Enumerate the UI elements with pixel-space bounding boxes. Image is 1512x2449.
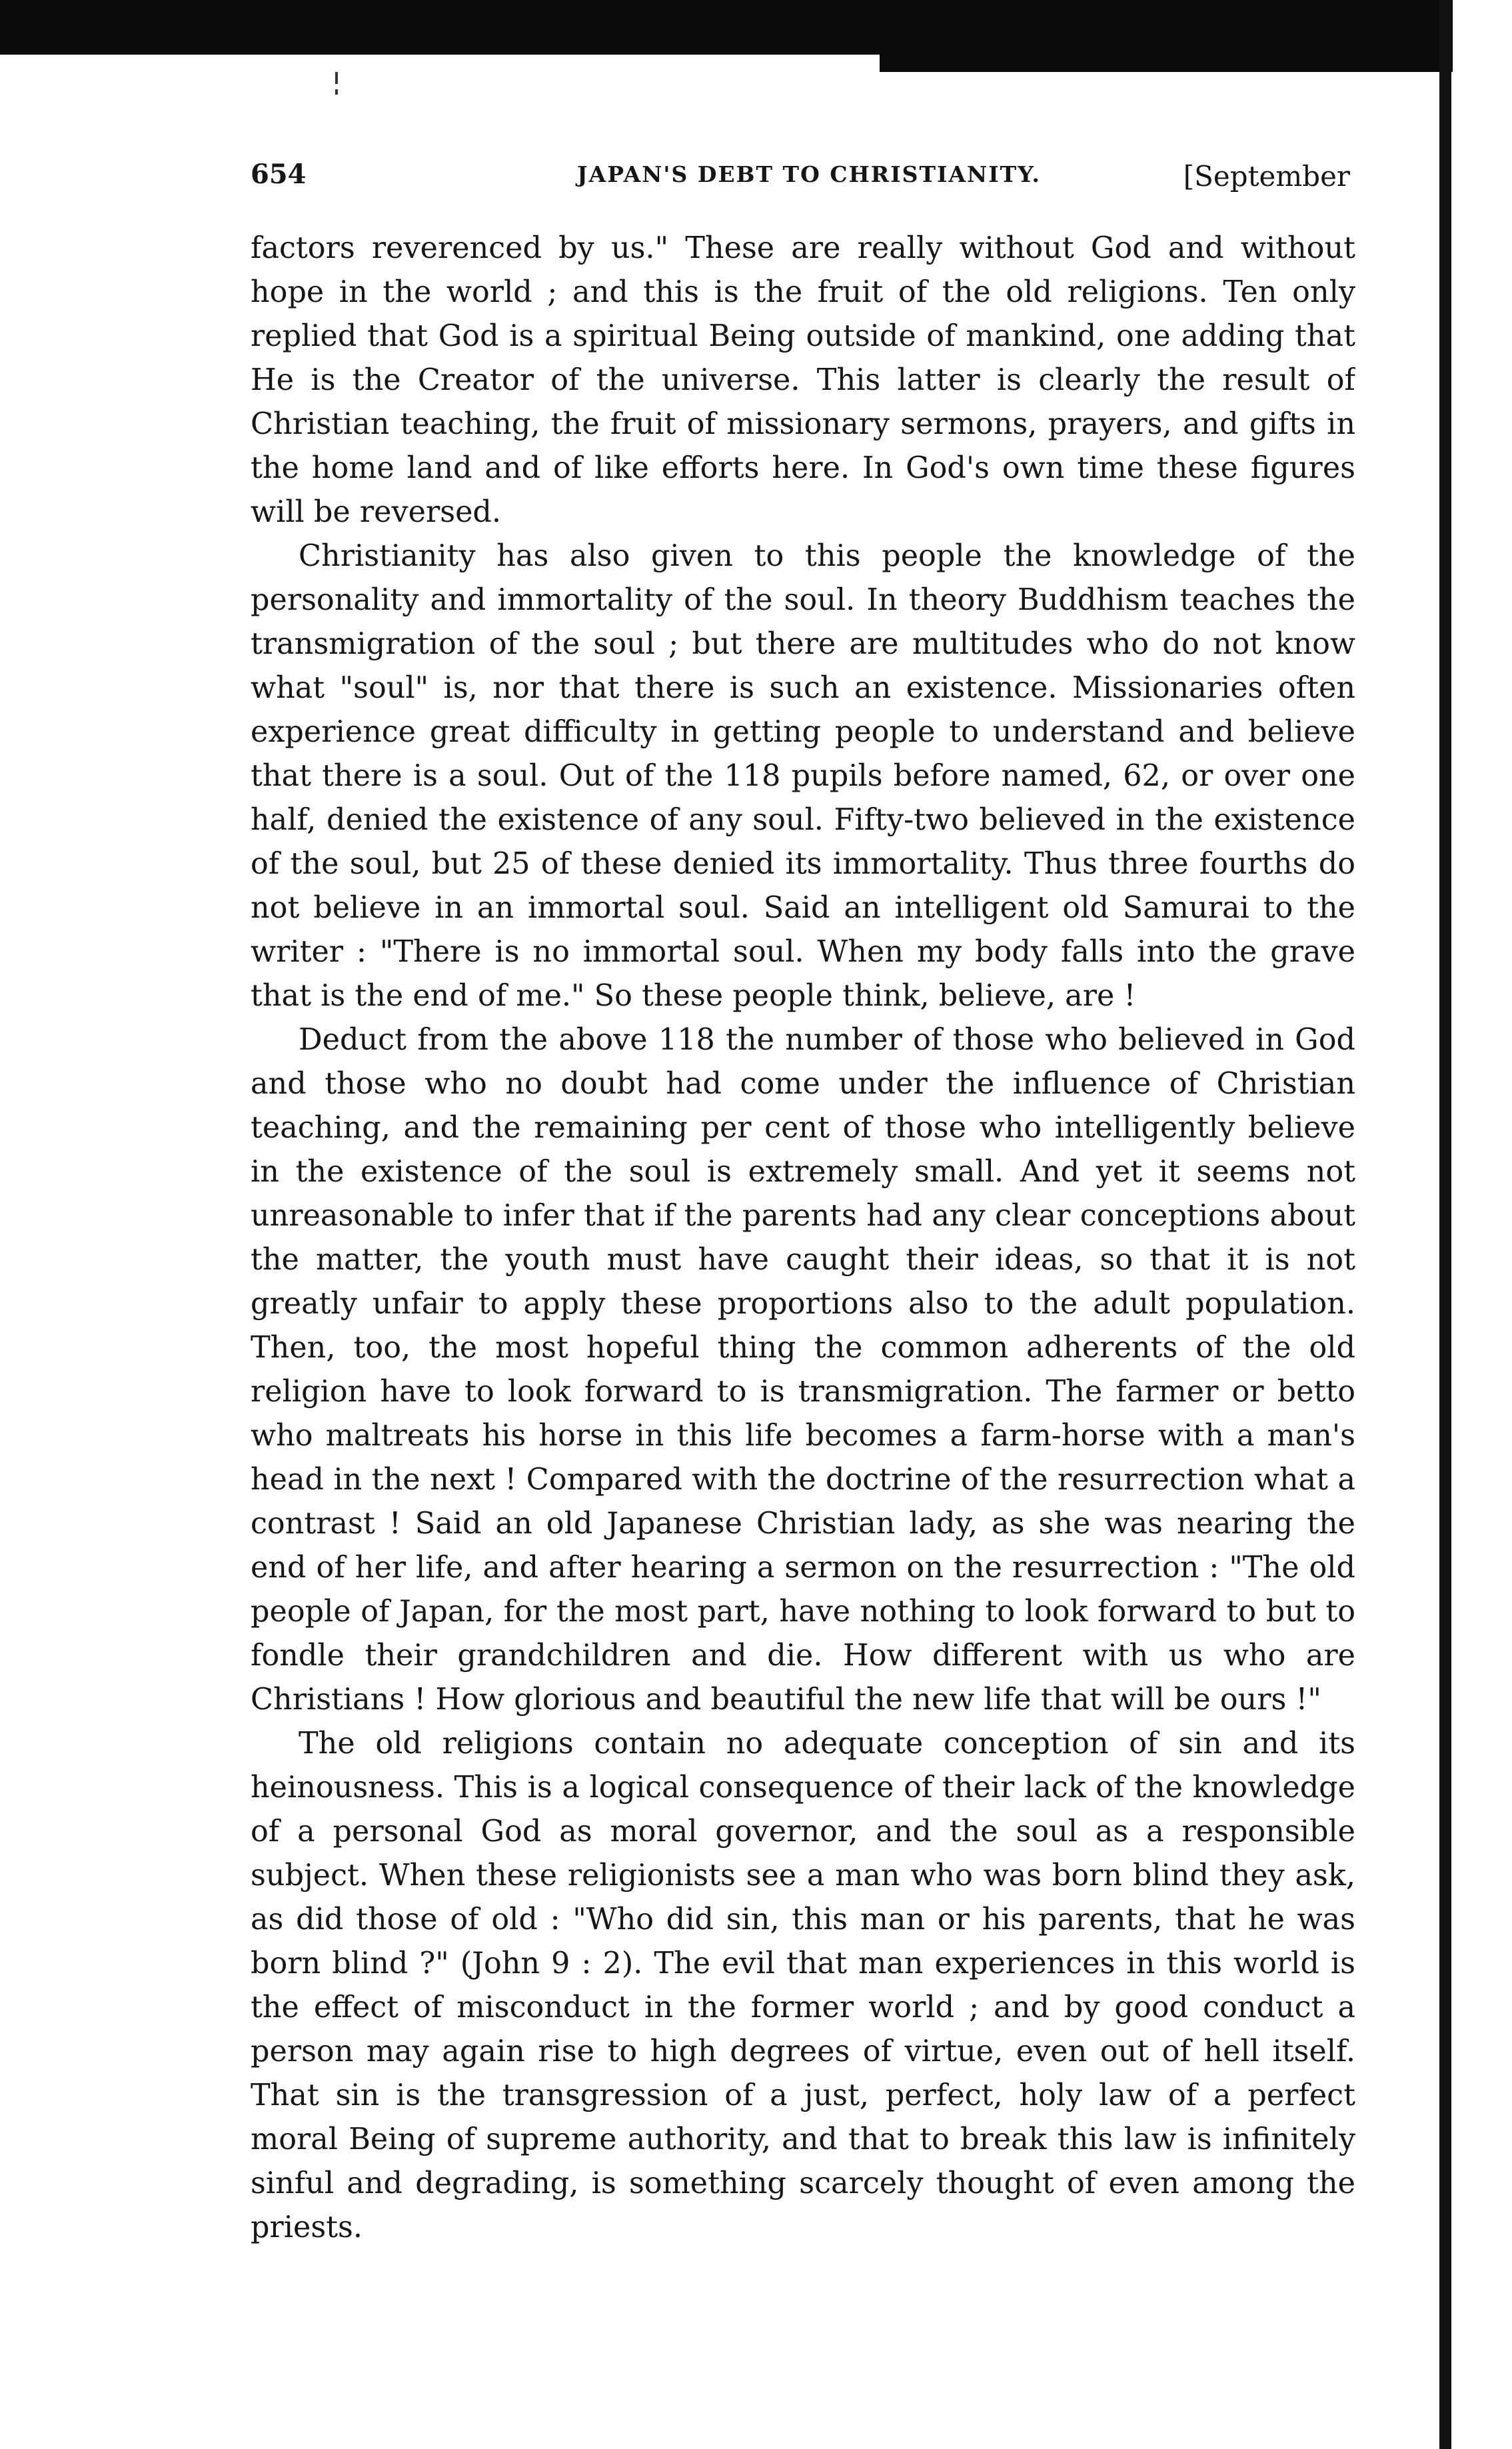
page-number: 654 (251, 159, 307, 190)
paragraph: The old religions contain no adequate conception of sin and its heinousness. This is a logical consequence of their lack of the knowledge of a personal God as moral governor, and the soul as a responsible subject. When these religionists see a man who was born blind they ask, as did those of old : "Who did sin, this man or his parents, that he was born blind ?" (John 9 : 2). The evil that man experiences in this world is the effect of misconduct in the former world ; and by good conduct a person may again rise to high degrees of virtue, even out of hell itself. That sin is the transgression of a just, perfect, holy law of a perfect moral Being of supreme authority, and that to break this law is infinitely sinful and degrading, is something scarcely thought of even among the priests. (251, 1727, 1355, 2244)
paragraph: factors reverenced by us." These are really without God and without hope in the world ; and this is the fruit of the old religions. Ten only replied that God is a spiritual Being outside of mankind, one adding that He is the Creator of the universe. This latter is clearly the result of Christian teaching, the fruit of missionary sermons, prayers, and gifts in the home land and of like efforts here. In God's own time these figures will be reversed. (251, 231, 1355, 529)
paragraph: Deduct from the above 118 the number of those who believed in God and those who no doubt had come under the influence of Christian teaching, and the remaining per cent of those who intelligently believe in the existence of the soul is extremely small. And yet it seems not unreasonable to infer that if the parents had any clear conceptions about the matter, the youth must have caught their ideas, so that it is not greatly unfair to apply these proportions also to the adult population. Then, too, the most hopeful thing the common adherents of the old religion have to look forward to is transmigration. The farmer or betto who maltreats his horse in this life becomes a farm-horse with a man's head in the next ! Compared with the doctrine of the resurrection what a contrast ! Said an old Japanese Christian lady, as she was nearing the end of her life, and after hearing a sermon on the resurrection : "The old people of Japan, for the most part, have nothing to look forward to but to fondle their grandchildren and die. How different with us who are Christians ! How glorious and beautiful the new life that will be ours !" (251, 1023, 1355, 1717)
running-month: [September (1183, 160, 1350, 193)
running-header (251, 152, 1350, 199)
paragraph: Christianity has also given to this people the knowledge of the personality and immortality of the soul. In theory Buddhism teaches the transmigration of the soul ; but there are multitudes who do not know what "soul" is, nor that there is such an existence. Missionaries often experience great difficulty in getting people to understand and believe that there is a soul. Out of the 118 pupils before named, 62, or over one half, denied the existence of any soul. Fifty-two believed in the existence of the soul, but 25 of these denied its immortality. Thus three fourths do not believe in an immortal soul. Said an intelligent old Samurai to the writer : "There is no immortal soul. When my body falls into the grave that is the end of me." So these people think, believe, are ! (251, 539, 1355, 1013)
running-title: JAPAN'S DEBT TO CHRISTIANITY. (577, 161, 1042, 187)
article-body (251, 227, 1355, 2386)
